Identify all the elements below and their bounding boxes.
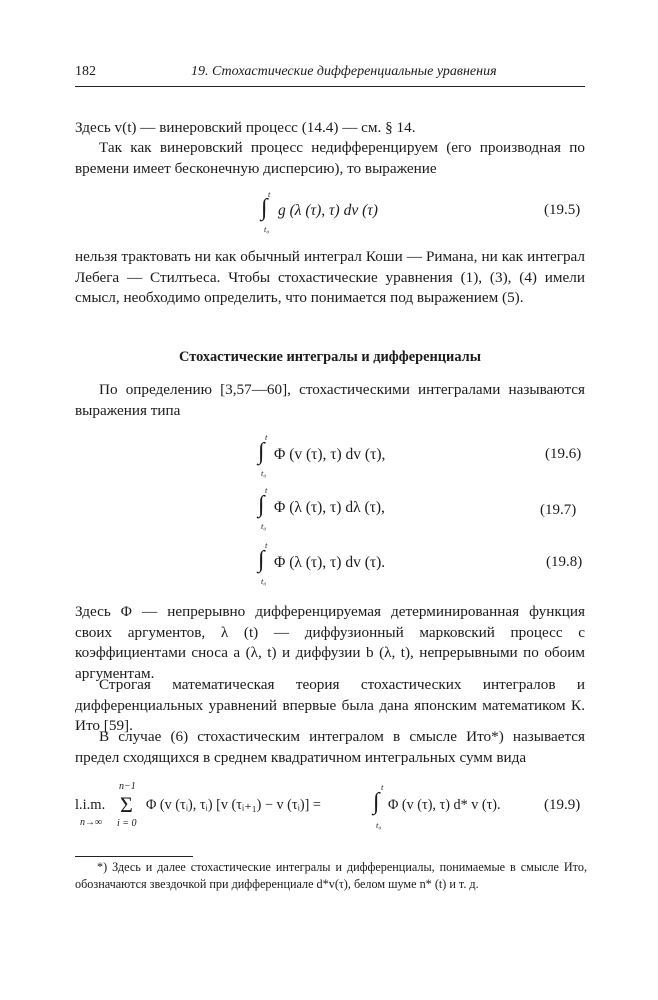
section-heading: Стохастические интегралы и дифференциалы — [179, 349, 481, 365]
equation-number: (19.8) — [546, 554, 583, 570]
integral-sign: ∫ — [373, 789, 380, 815]
page-number: 182 — [75, 64, 96, 79]
integral-upper-limit: t — [265, 540, 268, 550]
integral-lower-limit: t₀ — [261, 468, 267, 478]
footnote-rule — [75, 856, 193, 857]
equation-number: (19.9) — [544, 797, 581, 813]
integral-sign: ∫ — [258, 439, 265, 465]
paragraph-6: Строгая математическая теория стохастических интегралов и дифференциальных уравнений впервые была дана японским математиком К. Ито [59]. — [75, 676, 585, 734]
integral-upper-limit: t — [381, 782, 384, 792]
paragraph-2: Так как винеровский процесс недифференцируем (его производная по времени имеет бесконечную дисперсию), то выражение — [75, 139, 585, 177]
running-title: 19. Стохастические дифференциальные уравнения — [191, 64, 497, 79]
integral-body: Φ (v (τ), τ) d* v (τ). — [388, 797, 501, 813]
paragraph-4: По определению [3,57—60], стохастическими интегралами называются выражения типа — [75, 381, 585, 419]
sum-upper-limit: n−1 — [119, 781, 136, 792]
footnote: *) Здесь и далее стохастические интегралы и дифференциалы, понимаемые в смысле Ито, обозначаются звездочкой при дифференциале d*v(τ), белом шуме n* (t) и т. д. — [75, 860, 587, 891]
integral-upper-limit: t — [265, 432, 268, 442]
integral-lower-limit: t₀ — [261, 521, 267, 531]
integral-upper-limit: t — [265, 485, 268, 495]
equation-number: (19.7) — [540, 502, 577, 518]
paragraph-5: Здесь Φ — непрерывно дифференцируемая детерминированная функция своих аргументов, λ (t) — диффузионный марковский процесс с коэффициентами сноса a (λ, t) и диффузии b (λ, t), непрерывными по обоим аргументам. — [75, 603, 585, 682]
page-header — [75, 64, 585, 86]
equation-number: (19.6) — [545, 446, 582, 462]
sum-lower-limit: i = 0 — [117, 818, 137, 829]
header-rule — [75, 86, 585, 87]
integral-upper-limit: t — [268, 189, 271, 199]
equation-body: Φ (v (τ), τ) dv (τ), — [274, 446, 386, 463]
equation-body: Φ (λ (τ), τ) dv (τ). — [274, 554, 386, 571]
integral-lower-limit: t₀ — [261, 576, 267, 586]
equation-body: Φ (λ (τ), τ) dλ (τ), — [274, 499, 385, 516]
paragraph-7: В случае (6) стохастическим интегралом в смысле Ито*) называется предел сходящихся в среднем квадратичном интегральных сумм вида — [75, 728, 585, 766]
integral-sign: ∫ — [258, 492, 265, 518]
integral-sign: ∫ — [258, 547, 265, 573]
equation-body: g (λ (τ), τ) dv (τ) — [278, 202, 378, 219]
integral-lower-limit: t₀ — [264, 224, 270, 234]
integral-sign: ∫ — [261, 195, 268, 221]
paragraph-3: нельзя трактовать ни как обычный интеграл Коши — Римана, ни как интеграл Лебега — Стилтьеса. Чтобы стохастические уравнения (1), (3), (4) имели смысл, необходимо определить, что понимается под выражением (5). — [75, 248, 585, 306]
paragraph-1: Здесь v(t) — винеровский процесс (14.4) — см. § 14. — [75, 119, 416, 136]
sum-sign: Σ — [120, 792, 133, 817]
sum-term: Φ (v (τᵢ), τᵢ) [v (τᵢ₊₁) − v (τᵢ)] = — [146, 797, 321, 813]
limit-operator: l.i.m. — [75, 797, 106, 813]
equation-number: (19.5) — [544, 202, 581, 218]
limit-subscript: n→∞ — [80, 817, 103, 828]
integral-lower-limit: t₀ — [376, 820, 382, 830]
